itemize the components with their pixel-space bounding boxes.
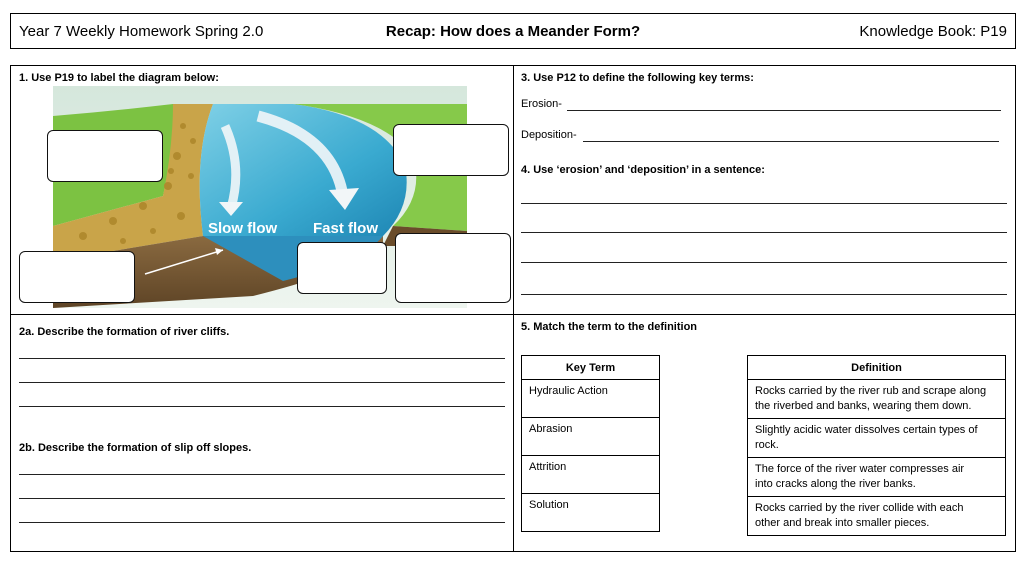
row-divider	[11, 314, 1015, 315]
q2a-answer-line-2[interactable]	[19, 382, 505, 383]
q2b-answer-line-2[interactable]	[19, 498, 505, 499]
diagram-label-box-4[interactable]	[297, 242, 387, 294]
q5-label: 5. Match the term to the definition	[521, 321, 698, 333]
key-term-solution[interactable]: Solution	[522, 494, 660, 532]
erosion-term: Erosion-	[521, 98, 562, 110]
q2a-answer-line-1[interactable]	[19, 358, 505, 359]
worksheet-grid	[10, 65, 1016, 552]
q1-label: 1. Use P19 to label the diagram below:	[19, 72, 219, 84]
erosion-answer-line[interactable]	[567, 110, 1001, 111]
q4-answer-line-2[interactable]	[521, 232, 1007, 233]
q4-answer-line-1[interactable]	[521, 203, 1007, 204]
deposition-answer-line[interactable]	[583, 141, 999, 142]
definition-header: Definition	[748, 356, 1006, 380]
q2a-label: 2a. Describe the formation of river cliffs.	[19, 326, 230, 338]
diagram-label-box-1[interactable]	[47, 130, 163, 182]
page-header	[10, 13, 1016, 49]
diagram-label-box-5[interactable]	[395, 233, 511, 303]
q2b-answer-line-1[interactable]	[19, 474, 505, 475]
definition-1[interactable]: Rocks carried by the river rub and scrape along the riverbed and banks, wearing them down.	[748, 380, 1006, 419]
q2a-answer-line-3[interactable]	[19, 406, 505, 407]
definition-2[interactable]: Slightly acidic water dissolves certain types of rock.	[748, 419, 1006, 458]
diagram-label-box-3[interactable]	[19, 251, 135, 303]
q4-answer-line-3[interactable]	[521, 262, 1007, 263]
key-term-header: Key Term	[522, 356, 660, 380]
q4-answer-line-4[interactable]	[521, 294, 1007, 295]
deposition-term: Deposition-	[521, 129, 577, 141]
q2b-answer-line-3[interactable]	[19, 522, 505, 523]
header-course: Year 7 Weekly Homework Spring 2.0	[19, 22, 264, 40]
definition-table	[747, 355, 1006, 536]
fast-flow-label: Fast flow	[313, 220, 379, 237]
key-term-hydraulic-action[interactable]: Hydraulic Action	[522, 380, 660, 418]
q2b-label: 2b. Describe the formation of slip off slopes.	[19, 442, 252, 454]
key-term-abrasion[interactable]: Abrasion	[522, 418, 660, 456]
column-divider	[513, 66, 514, 551]
header-reference: Knowledge Book: P19	[859, 22, 1007, 40]
diagram-label-box-2[interactable]	[393, 124, 509, 176]
key-term-table	[521, 355, 660, 532]
q4-label: 4. Use ‘erosion’ and ‘deposition’ in a sentence:	[521, 164, 765, 176]
definition-3[interactable]: The force of the river water compresses air into cracks along the river banks.	[748, 458, 1006, 497]
definition-4[interactable]: Rocks carried by the river collide with each other and break into smaller pieces.	[748, 497, 1006, 536]
q3-label: 3. Use P12 to define the following key terms:	[521, 72, 754, 84]
slow-flow-label: Slow flow	[208, 220, 278, 237]
key-term-attrition[interactable]: Attrition	[522, 456, 660, 494]
page-title: Recap: How does a Meander Form?	[385, 22, 641, 40]
